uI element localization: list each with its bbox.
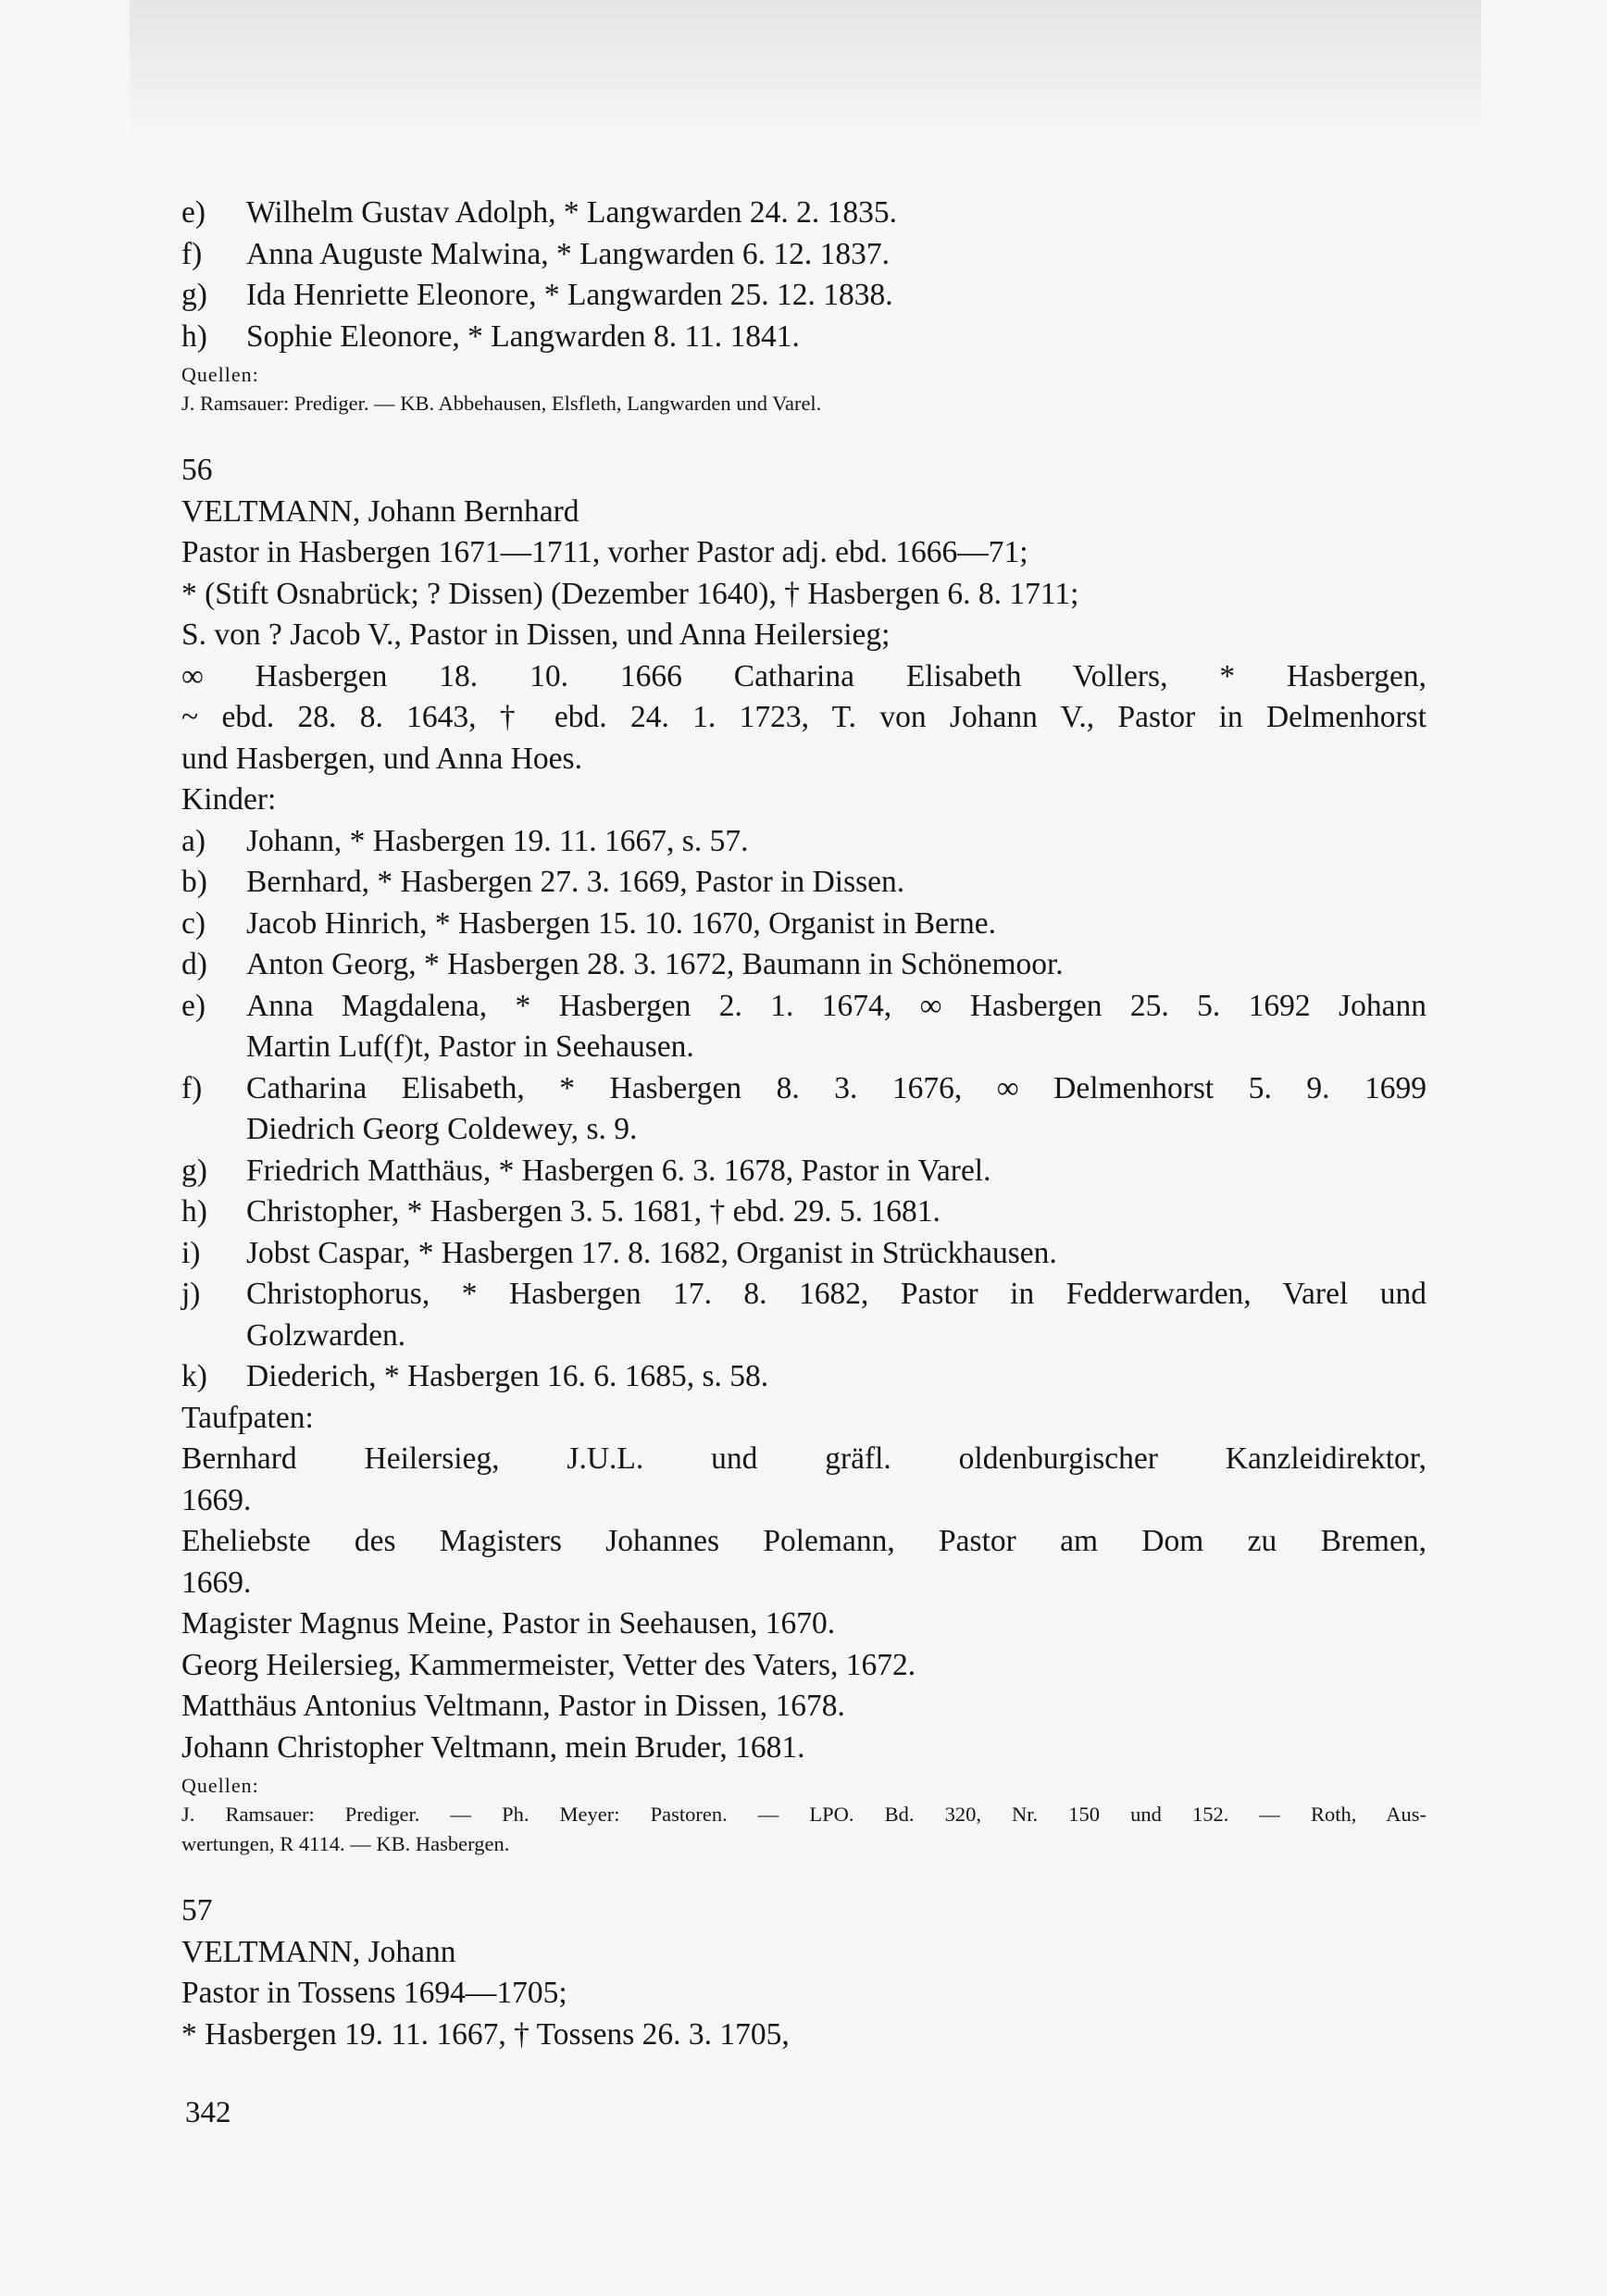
- list-text: Bernhard, * Hasbergen 27. 3. 1669, Pastor in Dissen.: [246, 865, 905, 899]
- page-content: [181, 193, 1426, 2055]
- godparents-heading: Taufpaten:: [181, 1400, 314, 1435]
- list-text: Ida Henriette Eleonore, * Langwarden 25. 12. 1838.: [246, 278, 893, 312]
- list-item: [181, 1192, 1426, 1233]
- list-label: i): [181, 1235, 201, 1270]
- list-item: [181, 275, 1426, 317]
- entry-line: * (Stift Osnabrück; ? Dissen) (Dezember 1640), † Hasbergen 6. 8. 1711;: [181, 576, 1079, 611]
- sources-text: wertungen, R 4114. — KB. Hasbergen.: [181, 1832, 510, 1855]
- children-heading: Kinder:: [181, 782, 277, 817]
- list-label: g): [181, 1153, 207, 1188]
- godparent-line: Georg Heilersieg, Kammermeister, Vetter des Vaters, 1672.: [181, 1647, 916, 1682]
- list-item: [181, 1233, 1426, 1275]
- list-item: [181, 944, 1426, 986]
- list-label: f): [181, 1070, 203, 1105]
- sources-text: J. Ramsauer: Prediger. — Ph. Meyer: Pastoren. — LPO. Bd. 320, Nr. 150 und 152. — Roth, Aus-: [181, 1803, 1426, 1826]
- list-item: [181, 904, 1426, 945]
- entry-line: S. von ? Jacob V., Pastor in Dissen, und Anna Heilersieg;: [181, 618, 891, 652]
- godparent-line: 1669.: [181, 1482, 252, 1517]
- list-text: Anton Georg, * Hasbergen 28. 3. 1672, Baumann in Schönemoor.: [246, 947, 1064, 981]
- list-label: h): [181, 1194, 207, 1229]
- list-text: Diederich, * Hasbergen 16. 6. 1685, s. 58.: [246, 1359, 769, 1393]
- list-label: e): [181, 195, 206, 230]
- list-label: a): [181, 823, 206, 858]
- scan-shadow: [130, 0, 1481, 139]
- list-text: Christopher, * Hasbergen 3. 5. 1681, † ebd. 29. 5. 1681.: [246, 1194, 941, 1229]
- list-text-line: Martin Luf(f)t, Pastor in Seehausen.: [246, 1029, 694, 1064]
- entry-line: und Hasbergen, und Anna Hoes.: [181, 741, 582, 776]
- entry-line: Pastor in Hasbergen 1671—1711, vorher Pastor adj. ebd. 1666—71;: [181, 535, 1028, 569]
- godparent-line: Eheliebste des Magisters Johannes Polemann, Pastor am Dom zu Bremen,: [181, 1524, 1426, 1558]
- list-item: [181, 1068, 1426, 1151]
- list-label: d): [181, 947, 207, 981]
- list-label: c): [181, 905, 206, 941]
- list-label: g): [181, 278, 207, 312]
- list-item: [181, 986, 1426, 1068]
- list-text-line: Golzwarden.: [246, 1317, 406, 1353]
- list-text-line: Christophorus, * Hasbergen 17. 8. 1682, Pastor in Fedderwarden, Varel und: [246, 1277, 1426, 1311]
- list-label: j): [181, 1277, 201, 1311]
- list-text: Jacob Hinrich, * Hasbergen 15. 10. 1670, Organist in Berne.: [246, 905, 997, 941]
- list-label: b): [181, 865, 207, 899]
- entry-line: Pastor in Tossens 1694—1705;: [181, 1976, 567, 2010]
- list-text-line: Catharina Elisabeth, * Hasbergen 8. 3. 1676, ∞ Delmenhorst 5. 9. 1699: [246, 1070, 1426, 1105]
- list-item: [181, 862, 1426, 904]
- list-item: [181, 1151, 1426, 1192]
- list-text: Wilhelm Gustav Adolph, * Langwarden 24. 2. 1835.: [246, 195, 897, 230]
- entry-number: 57: [181, 1893, 213, 1928]
- list-text: Johann, * Hasbergen 19. 11. 1667, s. 57.: [246, 823, 749, 858]
- list-item: [181, 1356, 1426, 1398]
- list-item: [181, 821, 1426, 863]
- list-text: [246, 1068, 1426, 1151]
- sources-heading: Quellen:: [181, 1774, 259, 1797]
- godparent-line: Matthäus Antonius Veltmann, Pastor in Dissen, 1678.: [181, 1689, 845, 1723]
- list-label: f): [181, 236, 203, 271]
- list-item: [181, 317, 1426, 358]
- entry-name: VELTMANN, Johann: [181, 1934, 456, 1969]
- list-text-line: Anna Magdalena, * Hasbergen 2. 1. 1674, ∞ Hasbergen 25. 5. 1692 Johann: [246, 988, 1426, 1023]
- list-text: Friedrich Matthäus, * Hasbergen 6. 3. 1678, Pastor in Varel.: [246, 1153, 991, 1188]
- entry-number: 56: [181, 453, 213, 487]
- list-text: [246, 1274, 1426, 1356]
- list-item: [181, 1274, 1426, 1356]
- list-item: [181, 234, 1426, 276]
- godparent-line: Johann Christopher Veltmann, mein Bruder, 1681.: [181, 1729, 805, 1765]
- entry-line: ∞ Hasbergen 18. 10. 1666 Catharina Elisabeth Vollers, * Hasbergen,: [181, 658, 1426, 693]
- entry-line: * Hasbergen 19. 11. 1667, † Tossens 26. 3. 1705,: [181, 2016, 790, 2052]
- list-label: h): [181, 318, 207, 354]
- list-text: Anna Auguste Malwina, * Langwarden 6. 12. 1837.: [246, 236, 890, 271]
- sources-text: J. Ramsauer: Prediger. — KB. Abbehausen, Elsfleth, Langwarden und Varel.: [181, 392, 822, 415]
- list-text: [246, 986, 1426, 1068]
- list-label: e): [181, 988, 206, 1023]
- list-item: [181, 193, 1426, 234]
- godparent-line: Magister Magnus Meine, Pastor in Seehausen, 1670.: [181, 1606, 836, 1641]
- sources-heading: Quellen:: [181, 363, 259, 386]
- entry-line: ~ ebd. 28. 8. 1643, † ebd. 24. 1. 1723, T. von Johann V., Pastor in Delmenhorst: [181, 700, 1426, 734]
- entry-name: VELTMANN, Johann Bernhard: [181, 493, 579, 529]
- list-text-line: Diedrich Georg Coldewey, s. 9.: [246, 1112, 638, 1146]
- page-number: 342: [185, 2096, 231, 2129]
- godparent-line: 1669.: [181, 1565, 252, 1600]
- list-text: Sophie Eleonore, * Langwarden 8. 11. 1841.: [246, 318, 800, 354]
- list-label: k): [181, 1359, 207, 1393]
- godparent-line: Bernhard Heilersieg, J.U.L. und gräfl. oldenburgischer Kanzleidirektor,: [181, 1441, 1426, 1476]
- list-text: Jobst Caspar, * Hasbergen 17. 8. 1682, Organist in Strückhausen.: [246, 1235, 1057, 1270]
